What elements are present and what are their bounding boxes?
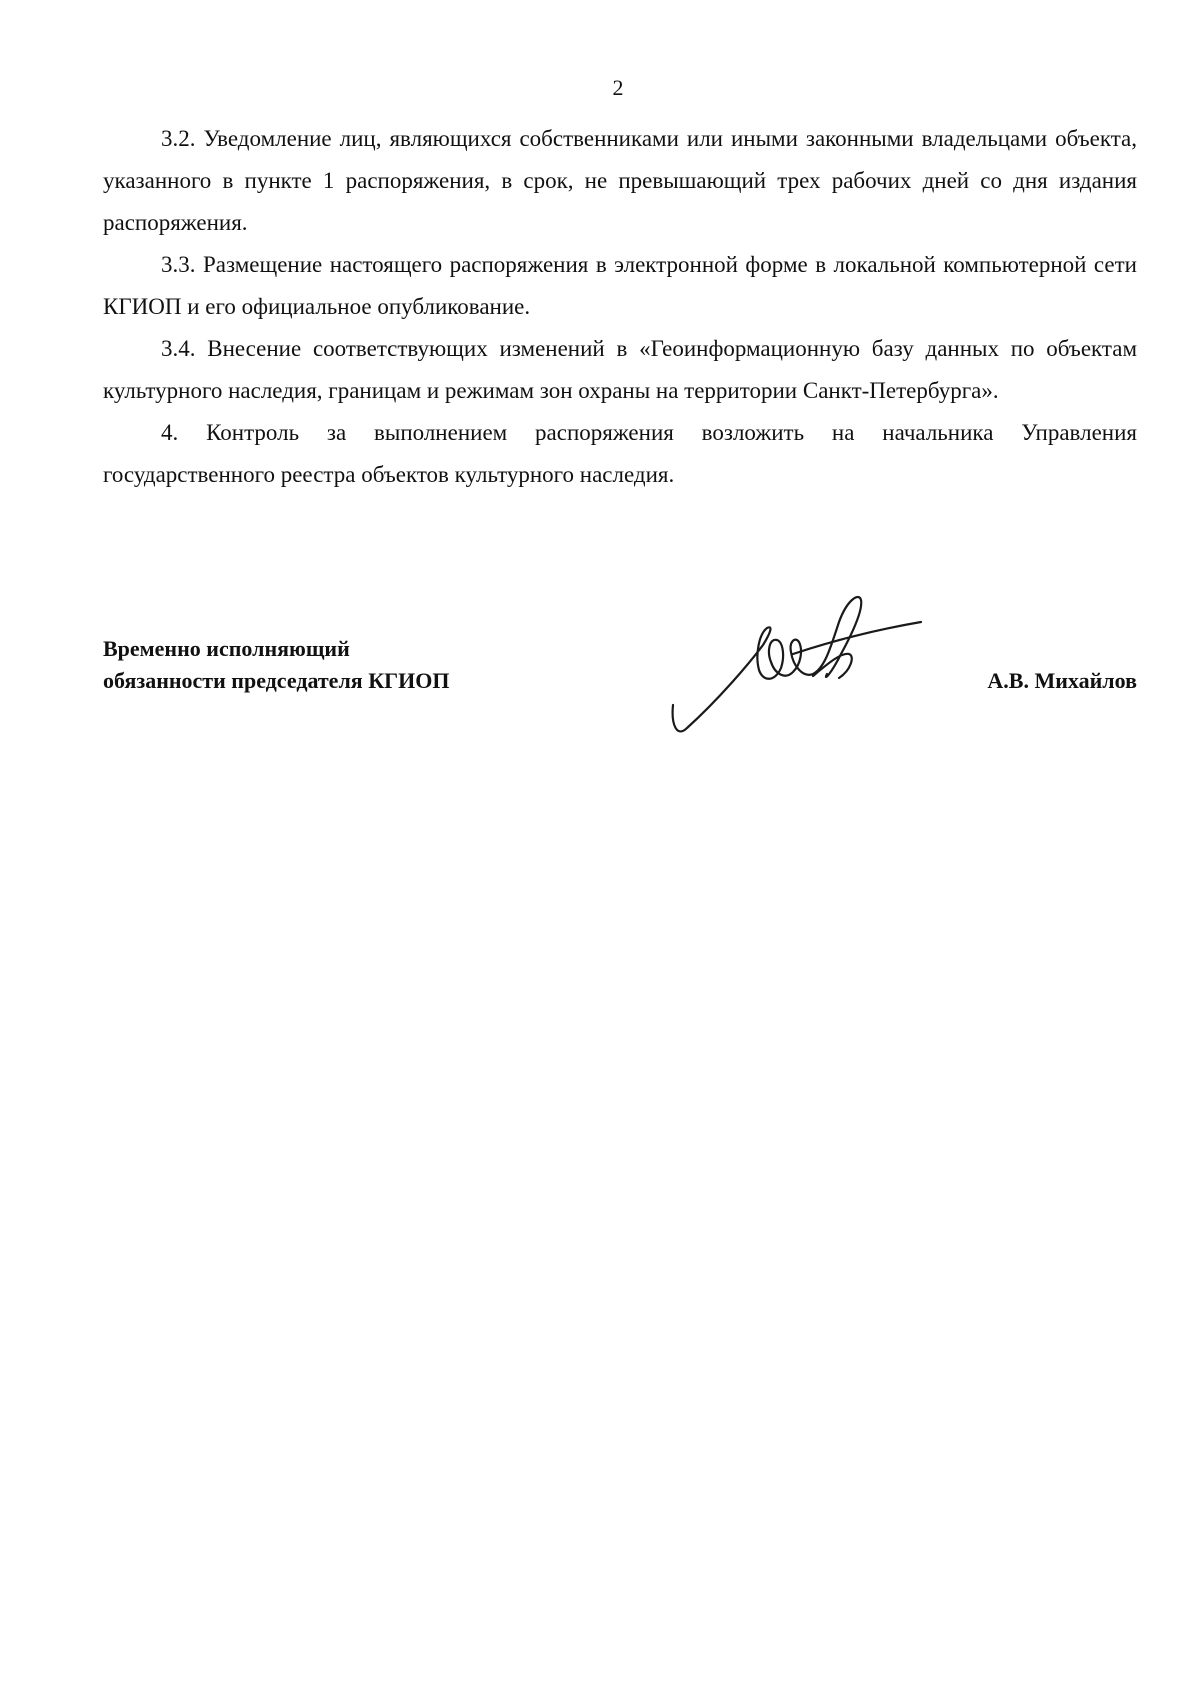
handwritten-signature-icon — [663, 570, 963, 750]
document-body — [103, 118, 1137, 496]
paragraph-3-3: 3.3. Размещение настоящего распоряжения в электронной форме в локальной компьютерной сети КГИОП и его официальное опубликование. — [103, 252, 1137, 319]
page-number: 2 — [612, 75, 624, 100]
signature-block — [103, 625, 1137, 765]
paragraph-4: 4. Контроль за выполнением распоряжения возложить на начальника Управления государственного реестра объектов культурного наследия. — [103, 420, 1137, 487]
paragraph-3-4: 3.4. Внесение соответствующих изменений в «Геоинформационную базу данных по объектам культурного наследия, границам и режимам зон охраны на территории Санкт-Петербурга». — [103, 336, 1137, 403]
signer-position-line-1: Временно исполняющий — [103, 636, 350, 661]
signer-name: А.В. Михайлов — [987, 668, 1137, 693]
signer-position — [103, 633, 449, 697]
signer-position-line-2: обязанности председателя КГИОП — [103, 668, 450, 693]
paragraph-3-2: 3.2. Уведомление лиц, являющихся собственниками или иными законными владельцами объекта, указанного в пункте 1 распоряжения, в срок, не превышающий трех рабочих дней со дня издания распоряжения. — [103, 126, 1137, 235]
